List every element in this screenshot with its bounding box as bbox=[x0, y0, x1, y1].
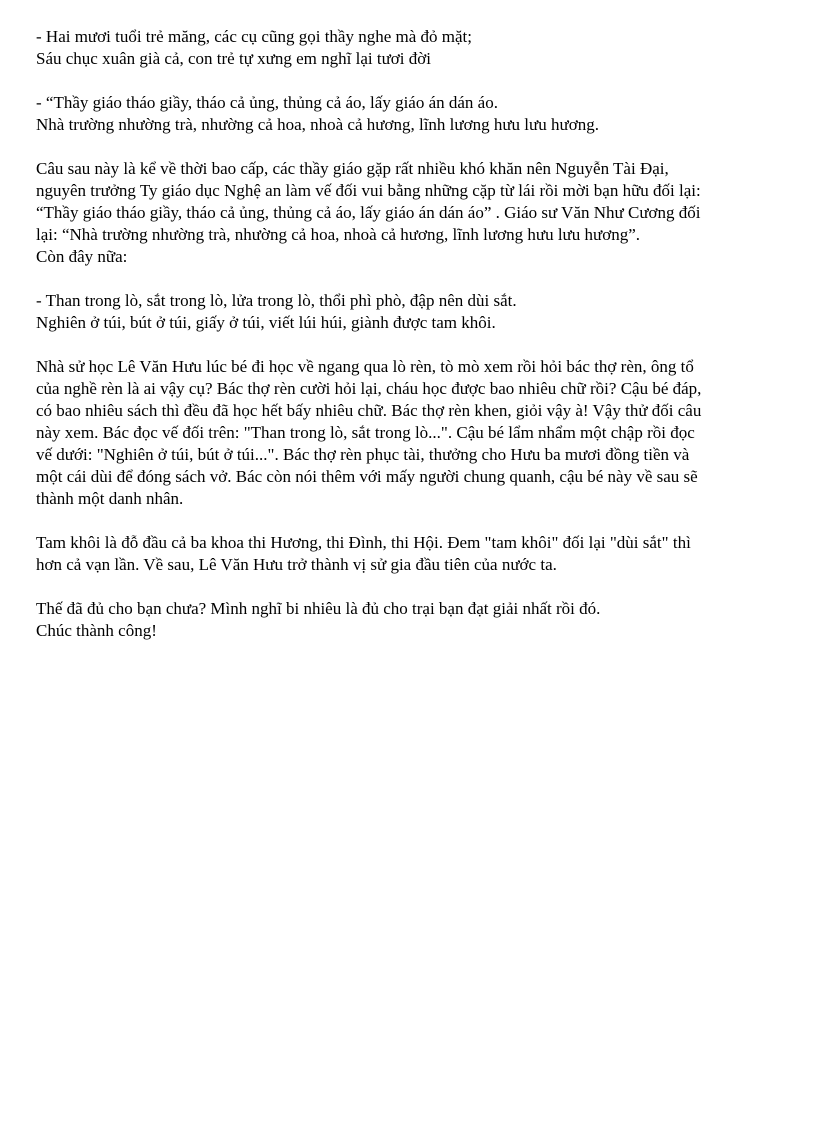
text-line: hơn cả vạn lần. Về sau, Lê Văn Hưu trở thành vị sử gia đầu tiên của nước ta. bbox=[36, 555, 557, 574]
text-line: thành một danh nhân. bbox=[36, 489, 184, 508]
text-line: này xem. Bác đọc vế đối trên: "Than trong lò, sắt trong lò...". Cậu bé lẩm nhẩm một chập rồi đọc bbox=[36, 423, 695, 442]
text-line: Chúc thành công! bbox=[36, 621, 157, 640]
text-line: - Than trong lò, sắt trong lò, lửa trong lò, thổi phì phò, đập nên dùi sắt. bbox=[36, 291, 517, 310]
text-line: - “Thầy giáo tháo giầy, tháo cả ủng, thủng cả áo, lấy giáo án dán áo. bbox=[36, 93, 498, 112]
text-line: của nghề rèn là ai vậy cụ? Bác thợ rèn cười hỏi lại, cháu học được bao nhiêu chữ rồi? Cậu bé đáp, bbox=[36, 379, 702, 398]
text-line: Câu sau này là kể về thời bao cấp, các thầy giáo gặp rất nhiều khó khăn nên Nguyễn Tài Đại, bbox=[36, 159, 669, 178]
paragraph-le-van-huu-story bbox=[36, 356, 796, 510]
paragraph-tam-khoi-explanation bbox=[36, 532, 796, 576]
text-line: Thế đã đủ cho bạn chưa? Mình nghĩ bi nhiêu là đủ cho trại bạn đạt giải nhất rồi đó. bbox=[36, 599, 601, 618]
text-line: Sáu chục xuân già cả, con trẻ tự xưng em nghĩ lại tươi đời bbox=[36, 49, 431, 68]
text-line: Nhà sử học Lê Văn Hưu lúc bé đi học về ngang qua lò rèn, tò mò xem rồi hỏi bác thợ rèn, ông tổ bbox=[36, 357, 694, 376]
text-line: Nghiên ở túi, bút ở túi, giấy ở túi, viết lúi húi, giành được tam khôi. bbox=[36, 313, 496, 332]
text-line: có bao nhiêu sách thì đều đã học hết bấy nhiêu chữ. Bác thợ rèn khen, giỏi vậy à! Vậy thử đối câu bbox=[36, 401, 702, 420]
text-line: “Thầy giáo tháo giầy, tháo cả ủng, thủng cả áo, lấy giáo án dán áo” . Giáo sư Văn Như Cương đối bbox=[36, 203, 701, 222]
paragraph-couplet-teacher-shoes bbox=[36, 92, 796, 136]
paragraph-closing bbox=[36, 598, 796, 642]
text-line: Tam khôi là đỗ đầu cả ba khoa thi Hương, thi Đình, thi Hội. Đem "tam khôi" đối lại "dùi sắt" thì bbox=[36, 533, 691, 552]
text-line: vế dưới: "Nghiên ở túi, bút ở túi...". Bác thợ rèn phục tài, thưởng cho Hưu ba mươi đồng tiền và bbox=[36, 445, 690, 464]
text-line: nguyên trưởng Ty giáo dục Nghệ an làm vế đối vui bằng những cặp từ lái rồi mời bạn hữu đối lại: bbox=[36, 181, 701, 200]
paragraph-couplet-forge bbox=[36, 290, 796, 334]
text-line: lại: “Nhà trường nhường trà, nhường cả hoa, nhoà cả hương, lĩnh lương hưu lưu hương”. bbox=[36, 225, 641, 244]
paragraph-couplet-teacher-age bbox=[36, 26, 796, 70]
text-line: Nhà trường nhường trà, nhường cả hoa, nhoà cả hương, lĩnh lương hưu lưu hương. bbox=[36, 115, 599, 134]
text-line: - Hai mươi tuổi trẻ măng, các cụ cũng gọi thầy nghe mà đỏ mặt; bbox=[36, 27, 472, 46]
paragraph-subsidy-era-story bbox=[36, 158, 796, 268]
document-page bbox=[36, 26, 796, 664]
text-line: một cái dùi để đóng sách vở. Bác còn nói thêm với mấy người chung quanh, cậu bé này về sau sẽ bbox=[36, 467, 698, 486]
text-line: Còn đây nữa: bbox=[36, 247, 128, 266]
